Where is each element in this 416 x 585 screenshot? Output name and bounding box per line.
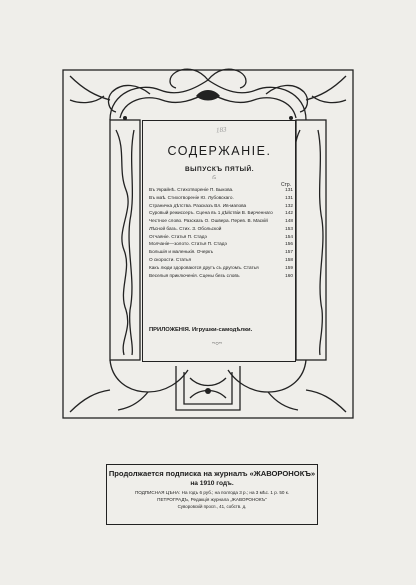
toc-item <box>149 265 293 271</box>
ad-headline: Продолжается подписка на журналъ «ЖАВОРОНОКЪ» <box>108 469 316 478</box>
appendix-line: ПРИЛОЖЕНІЯ. Игрушки-самодѣлки. <box>149 327 253 333</box>
toc-item <box>149 187 293 193</box>
ad-year: на 1910 годъ. <box>190 480 234 487</box>
toc-title: СОДЕРЖАНІЕ. <box>167 144 272 158</box>
toc-item-text: Въ Украйнѣ. Стихотвореніе П. Быкова. <box>149 187 234 192</box>
page-column-header: Стр. <box>281 182 292 188</box>
subscription-ad <box>106 464 318 525</box>
toc-item <box>149 195 293 201</box>
toc-item-page: 131 <box>285 194 293 200</box>
toc-item-text: Молчаніе—золото. Статья П. Стадэ <box>149 241 227 247</box>
toc-item-page: 157 <box>285 249 293 255</box>
toc-item-text: Какъ люди здороваются другъ съ другомъ. Статья <box>149 264 259 270</box>
toc-item-page: 158 <box>285 257 293 263</box>
toc-item <box>149 210 293 216</box>
toc-item-page: 142 <box>285 210 293 216</box>
toc-item-text: Отчаяніе. Статья П. Стадэ <box>149 233 207 239</box>
ad-street: Суворовскій просп., 41, собств. д. <box>177 504 247 509</box>
pencil-annotation: 183 <box>215 125 227 135</box>
toc-item <box>149 249 293 255</box>
toc-item-text: Лѣсной базъ. Стих. З. Обольской <box>149 225 222 231</box>
ornament-separator: ~○~ <box>212 341 223 347</box>
toc-item <box>149 203 293 209</box>
toc-item <box>149 234 293 240</box>
ad-address: ПЕТРОГРАДЪ, Редакція журнала „ЖАВОРОНОКЪ" <box>157 497 267 502</box>
toc-item-text: Въ маѣ. Стихотвореніе Ю. Лубовскаго. <box>149 194 234 200</box>
toc-item-text: Веселыя приключенія. Сцены безъ словъ <box>149 272 240 278</box>
toc-item <box>149 273 293 279</box>
toc-item-text: Большія и маленькія. Очеркъ <box>149 249 214 255</box>
toc-item-page: 153 <box>285 225 293 231</box>
toc-item <box>149 226 293 232</box>
toc-item-page: 156 <box>285 241 293 247</box>
toc-item-page: 131 <box>285 187 293 192</box>
toc-item-page: 154 <box>285 233 293 239</box>
toc-item-page: 159 <box>285 264 293 270</box>
toc-item-text: Суровый режиссеръ. Сцена въ 1 дѣйствіи В. Бирченнаго <box>149 210 273 216</box>
toc-item-page: 132 <box>285 202 293 208</box>
toc-list <box>149 187 293 280</box>
toc-item-text: О скорости. Статья <box>149 257 192 263</box>
issue-label: ВЫПУСКЪ ПЯТЫЙ. <box>184 166 255 173</box>
toc-item-page: 160 <box>285 272 293 278</box>
toc-item <box>149 218 293 224</box>
toc-item <box>149 257 293 263</box>
issue-mark: /5 <box>212 176 216 181</box>
toc-item <box>149 241 293 247</box>
ad-price: ПОДПИСНАЯ ЦѢНА: На годъ 6 руб.; на полгода 3 р.; на 3 мѣс. 1 р. 50 к. <box>134 490 290 495</box>
toc-item-text: Честное слово. Разсказъ О. Ошвера. Перев. В. Маскій <box>149 218 268 224</box>
toc-item-text: Страничка дѣтства. Разсказъ Вл. Ив-мапова <box>149 202 247 208</box>
toc-item-page: 148 <box>285 218 293 224</box>
